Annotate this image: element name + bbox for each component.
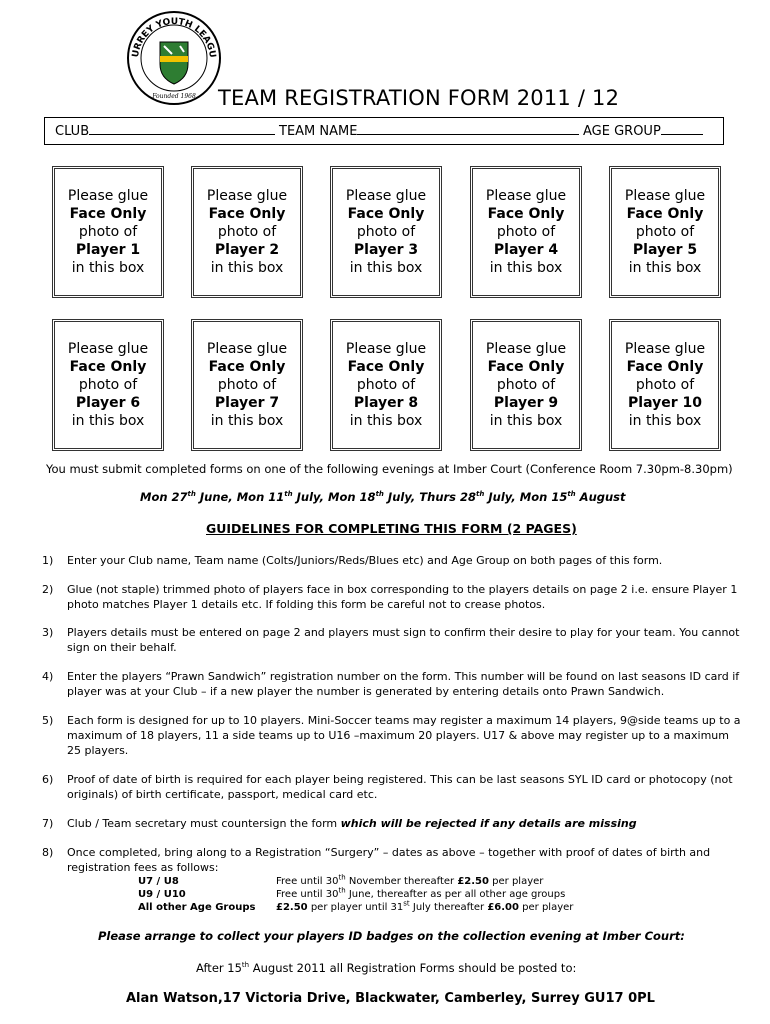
guideline-number: 1): [42, 554, 54, 567]
photo-instruction: Please glue: [485, 188, 567, 204]
photo-instruction: Please glue: [345, 341, 427, 357]
player-label: Player 1: [75, 242, 141, 258]
fee-row: All other Age Groups £2.50 per player until 31st July thereafter £6.00 per player: [138, 899, 574, 913]
player-label: Player 4: [493, 242, 559, 258]
photo-box-player-5[interactable]: [609, 166, 721, 298]
player-label: Player 6: [75, 395, 141, 411]
guideline-number: 7): [42, 817, 54, 830]
postal-address: Alan Watson,17 Victoria Drive, Blackwater, Camberley, Surrey GU17 0PL: [126, 991, 655, 1006]
photo-instruction: Please glue: [345, 188, 427, 204]
photo-instruction: Please glue: [206, 188, 288, 204]
photo-instruction: Please glue: [67, 341, 149, 357]
photo-in-box: in this box: [489, 413, 563, 429]
photo-in-box: in this box: [71, 260, 145, 276]
team-name-label: TEAM NAME: [279, 124, 358, 139]
photo-box-player-1[interactable]: [52, 166, 164, 298]
collection-note: Please arrange to collect your players ID badges on the collection evening at Imber Court:: [98, 929, 685, 943]
photo-instruction: Please glue: [485, 341, 567, 357]
photo-in-box: in this box: [628, 413, 702, 429]
guideline-7: [42, 816, 742, 831]
photo-face-only: Face Only: [347, 206, 425, 222]
photo-face-only: Face Only: [347, 359, 425, 375]
photo-in-box: in this box: [210, 413, 284, 429]
guideline-text: Club / Team secretary must countersign the form which will be rejected if any details are missing: [67, 817, 637, 830]
player-label: Player 9: [493, 395, 559, 411]
photo-instruction: Please glue: [67, 188, 149, 204]
player-label: Player 2: [214, 242, 280, 258]
date-3: Mon 18th July,: [328, 490, 420, 504]
posting-note: After 15th August 2011 all Registration Forms should be posted to:: [196, 961, 577, 975]
photo-instruction: Please glue: [624, 188, 706, 204]
photo-box-player-7[interactable]: [191, 319, 303, 451]
submission-dates: [140, 490, 626, 504]
guideline-text: Each form is designed for up to 10 players. Mini-Soccer teams may register a maximum 14 players, 9@side teams up to a maximum of 18 players, 11 a side teams up to U16 –maximum 20 players. U17 & above may register up to a maximum 25 players.: [67, 714, 741, 757]
guidelines-heading: GUIDELINES FOR COMPLETING THIS FORM (2 PAGES): [206, 521, 577, 536]
fee-row: U7 / U8 Free until 30th November thereafter £2.50 per player: [138, 873, 544, 887]
photo-box-player-3[interactable]: [330, 166, 442, 298]
guideline-text: Players details must be entered on page 2 and players must sign to confirm their desire to play for your team. You cannot sign on their behalf.: [67, 626, 740, 654]
photo-box-player-6[interactable]: [52, 319, 164, 451]
photo-face-only: Face Only: [487, 206, 565, 222]
photo-face-only: Face Only: [487, 359, 565, 375]
photo-box-player-8[interactable]: [330, 319, 442, 451]
photo-of: photo of: [217, 377, 277, 393]
guideline-1: [42, 553, 742, 568]
guideline-text: Once completed, bring along to a Registration “Surgery” – dates as above – together with proof of dates of birth and registration fees as follows:: [67, 846, 711, 874]
photo-face-only: Face Only: [69, 206, 147, 222]
photo-box-player-10[interactable]: [609, 319, 721, 451]
logo-founded-text: Founded 1968: [152, 93, 196, 100]
photo-of: photo of: [78, 377, 138, 393]
club-field[interactable]: [89, 122, 275, 135]
guideline-2: [42, 582, 742, 612]
player-label: Player 8: [353, 395, 419, 411]
date-2: Mon 11th July,: [236, 490, 329, 504]
photo-box-player-4[interactable]: [470, 166, 582, 298]
logo-ring-text: URREY YOUTH LEAGU: [130, 16, 218, 59]
guideline-text: Enter the players “Prawn Sandwich” registration number on the form. This number will be found on last seasons ID card if player was at your Club – if a new player the number is generated by entering details onto Prawn Sandwich.: [67, 670, 740, 698]
photo-face-only: Face Only: [69, 359, 147, 375]
photo-of: photo of: [78, 224, 138, 240]
photo-face-only: Face Only: [208, 206, 286, 222]
guideline-emphasis: which will be rejected if any details are missing: [340, 817, 637, 830]
club-info-bar: [44, 117, 724, 145]
photo-instruction: Please glue: [206, 341, 288, 357]
submit-note: You must submit completed forms on one of the following evenings at Imber Court (Conference Room 7.30pm-8.30pm): [46, 462, 733, 476]
guideline-number: 5): [42, 714, 54, 727]
photo-in-box: in this box: [628, 260, 702, 276]
team-name-field[interactable]: [357, 122, 579, 135]
fees-table: [138, 875, 573, 914]
club-label: CLUB: [55, 124, 90, 139]
photo-in-box: in this box: [210, 260, 284, 276]
photo-instruction: Please glue: [624, 341, 706, 357]
photo-face-only: Face Only: [626, 359, 704, 375]
form-title: TEAM REGISTRATION FORM 2011 / 12: [218, 86, 620, 110]
guideline-6: [42, 772, 742, 802]
photo-box-player-2[interactable]: [191, 166, 303, 298]
date-1: Mon 27th June,: [140, 490, 237, 504]
age-group-label: AGE GROUP: [583, 124, 661, 139]
photo-box-player-9[interactable]: [470, 319, 582, 451]
photo-of: photo of: [496, 224, 556, 240]
guideline-8: [42, 845, 742, 875]
photo-face-only: Face Only: [626, 206, 704, 222]
photo-of: photo of: [356, 377, 416, 393]
player-label: Player 5: [632, 242, 698, 258]
guideline-text: Enter your Club name, Team name (Colts/Juniors/Reds/Blues etc) and Age Group on both pages of this form.: [67, 554, 663, 567]
photo-in-box: in this box: [489, 260, 563, 276]
guideline-number: 8): [42, 846, 54, 859]
guideline-text: Glue (not staple) trimmed photo of players face in box corresponding to the players details on page 2 i.e. ensure Player 1 photo matches Player 1 details etc. If folding this form be careful not to crease photos.: [67, 583, 738, 611]
photo-face-only: Face Only: [208, 359, 286, 375]
league-logo: [124, 8, 224, 108]
photo-of: photo of: [635, 377, 695, 393]
date-5: Mon 15th August: [519, 490, 626, 504]
player-label: Player 7: [214, 395, 280, 411]
photo-in-box: in this box: [71, 413, 145, 429]
photo-of: photo of: [356, 224, 416, 240]
photo-in-box: in this box: [349, 260, 423, 276]
guideline-5: [42, 713, 742, 758]
guideline-4: [42, 669, 742, 699]
player-label: Player 10: [628, 395, 702, 411]
fee-row: U9 / U10 Free until 30th June, thereafter as per all other age groups: [138, 886, 566, 900]
date-4: Thurs 28th July,: [419, 490, 520, 504]
photo-of: photo of: [635, 224, 695, 240]
guideline-3: [42, 625, 742, 655]
guideline-number: 6): [42, 773, 54, 786]
guideline-number: 4): [42, 670, 54, 683]
player-label: Player 3: [353, 242, 419, 258]
guideline-text: Proof of date of birth is required for each player being registered. This can be last seasons SYL ID card or photocopy (not originals) of birth certificate, passport, medical card etc.: [67, 773, 733, 801]
photo-in-box: in this box: [349, 413, 423, 429]
guideline-number: 3): [42, 626, 54, 639]
guideline-number: 2): [42, 583, 54, 596]
photo-of: photo of: [217, 224, 277, 240]
league-badge-icon: [124, 8, 224, 108]
age-group-field[interactable]: [661, 122, 703, 135]
photo-of: photo of: [496, 377, 556, 393]
